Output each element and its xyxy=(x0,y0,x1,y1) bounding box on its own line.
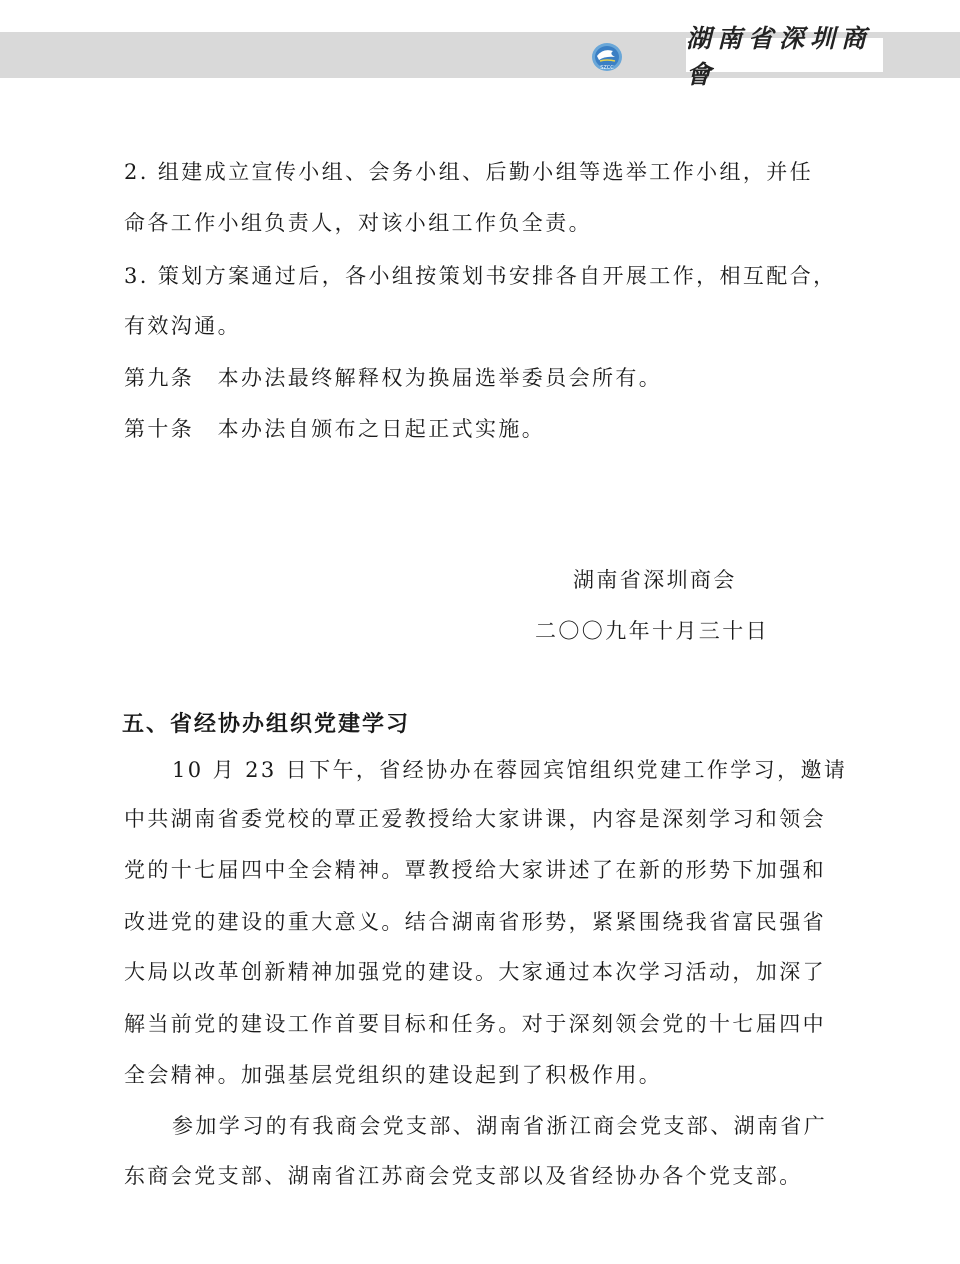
paragraph-line: 全会精神。加强基层党组织的建设起到了积极作用。 xyxy=(124,1063,663,1087)
article-nine: 第九条 本办法最终解释权为换届选举委员会所有。 xyxy=(124,366,663,390)
paragraph-line: 改进党的建设的重大意义。结合湖南省形势，紧紧围绕我省富民强省 xyxy=(124,910,826,934)
paragraph-line: 10 月 23 日下午，省经协办在蓉园宾馆组织党建工作学习，邀请 xyxy=(172,758,848,782)
body-line: 3. 策划方案通过后，各小组按策划书安排各自开展工作，相互配合， xyxy=(124,264,837,288)
body-line: 命各工作小组负责人，对该小组工作负全责。 xyxy=(124,211,592,235)
logo-text: SZCC xyxy=(600,65,614,71)
section-title: 五、省经协办组织党建学习 xyxy=(122,712,411,737)
paragraph-line: 大局以改革创新精神加强党的建设。大家通过本次学习活动，加深了 xyxy=(124,960,826,984)
paragraph-line: 东商会党支部、湖南省江苏商会党支部以及省经协办各个党支部。 xyxy=(124,1164,803,1188)
signature-date: 二〇〇九年十月三十日 xyxy=(535,619,769,643)
paragraph-line: 参加学习的有我商会党支部、湖南省浙江商会党支部、湖南省广 xyxy=(172,1114,828,1138)
org-name-header: 湖南省深圳商會 xyxy=(686,38,883,72)
article-ten: 第十条 本办法自颁布之日起正式实施。 xyxy=(124,417,546,441)
signature-org: 湖南省深圳商会 xyxy=(573,568,737,592)
paragraph-line: 党的十七届四中全会精神。覃教授给大家讲述了在新的形势下加强和 xyxy=(124,858,826,882)
body-line: 有效沟通。 xyxy=(124,314,241,338)
paragraph-line: 解当前党的建设工作首要目标和任务。对于深刻领会党的十七届四中 xyxy=(124,1012,826,1036)
body-line: 2. 组建成立宣传小组、会务小组、后勤小组等选举工作小组，并任 xyxy=(124,160,814,184)
paragraph-line: 中共湖南省委党校的覃正爱教授给大家讲课，内容是深刻学习和领会 xyxy=(124,807,826,831)
szcc-logo-icon xyxy=(591,42,623,72)
